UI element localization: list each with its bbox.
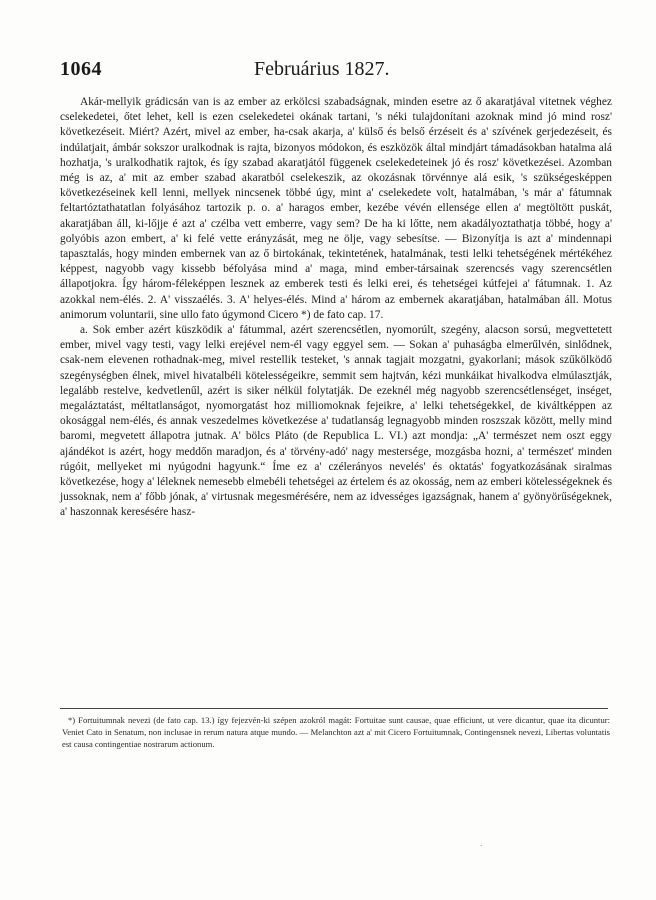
body-text <box>60 95 612 521</box>
footnote <box>62 714 610 751</box>
paragraph: Akár-mellyik grádicsán van is az ember az erkölcsi szabadságnak, minden esetre az ő akaratjával vitetnek véghez cselekedetei, őtet lehet, kell is ezen cselekedetei okának tartani, 's néki tulajdonítani azoknak mind jó mind rosz' következéseit. Miért? Azért, mivel az ember, ha-csak akarja, a' külső és belső érzéseit és a' szívének gerjedezéseit, és indúlatjait, ámbár sokszor uralkodnak is rajta, bizonyos módokon, és eszközök által mindjárt támadásokban hatalma alá hozhatja, 's uralkodhatik rajtok, és így szabad akaratjától függenek cselekedeteinek jó és rosz' következései. Azomban még is az, a' mit az ember szabad akaratból cselekeszik, az okozásnak törvénnye alá esik, 's szükségesképpen következéseinek kell lenni, mellyek nincsenek többé úgy, mint a' cselekedete volt, hatalmában, 's már a' fátumnak feltartóztathatatlan folyásához tartozik p. o. a' haragos ember, kezébe vévén ellensége ellen a' megtöltött puskát, akaratjában áll, ki-lőjje é azt a' czélba vett emberre, vagy sem? De ha ki lőtte, nem akadályoztathatja többé, hogy a' golyóbis azon embert, a' ki felé vette erányzását, meg ne ölje, vagy sebesítse. — Bizonyítja is azt a' mindennapi tapasztalás, hogy minden embernek van az ő birtokának, tekintetének, hatalmának, testi lelki tehetségének mértékéhez képpest, nagyobb vagy kissebb béfolyása mind a' maga, mind ember-társainak szerencsés vagy szerencsétlen állapotjokra. Így három-féleképpen lesznek az emberek testi és lelki erei, és tehetségei kútfejei a' fátumnak. 1. Az azokkal nem-élés. 2. A' visszaélés. 3. A' helyes-élés. Mind a' három az embernek akaratjában, hatalmában áll. Motus animorum voluntarii, sine ullo fato úgymond Cicero *) de fato cap. 17. <box>60 96 612 321</box>
footnote-text: *) Fortuitumnak nevezi (de fato cap. 13.) így fejezvén-ki szépen azokról magát: Fortuitae sunt causae, quae efficiunt, ut vere dicantur, quae ita dicuntur: Veniet Cato in Senatum, non inclusae in rerum natura atque mundo. — Melanchton azt a' mit Cicero Fortuitumnak, Contingensnek nevezi, Libertas voluntatis est causa contingentiae nostrarum actionum. <box>62 715 610 750</box>
paragraph: a. Sok ember azért küszködik a' fátummal, azért szerencsétlen, nyomorúlt, szegény, alacson sorsú, megvettetett ember, mivel vagy testi, vagy lelki erejével nem-él vagy eggyel sem. — Sokan a' puhaságba elmerűlvén, sinlődnek, csak-nem elevenen rothadnak-meg, mivel restellik testeket, 's annak tagjait mozgatni, gyakorlani; mások szűkölködő szegénységben élnek, mivel hivatalbéli kötelességeikre, semmit sem hajtván, kézi munkáikat hivalkodva elmúlasztják, legalább restelve, kedvetlenűl, azért is siker nélkül folytatják. De ezeknél még nagyobb szerencsétlenséget, inséget, megaláztatást, méltatlanságot, nyomorgatást hoz milliomoknak fejeikre, a' lelki tehetségekkel, de kiváltképpen az okosággal nem-élés, és annak veszedelmes következése a' tudatlanság legnagyobb minden roszszak között, melly mind baromi, megvetett állapotra jutnak. A' bölcs Pláto (de Republica L. VI.) azt mondja: „A' természet nem oszt eggy ajándékot is azért, hogy meddőn maradjon, és a' törvény-adó' nagy mestersége, mozgásba hozni, a' természet' minden rúgóit, mellyeket mi nyúgodni hagyunk.“ Íme ez a' czélerányos nevelés' és oktatás' fogyatkozásának siralmas következése, hogy a' léleknek nemesebb elmebéli tehetségei az értelem és az okosság, nem az emberi kötelességeknek és jussoknak, nem a' főbb jónak, a' virtusnak megesmérésére, nem az idvességes igazságnak, hanem a' gyönyörűségeknek, a' haszonnak keresésére hasz- <box>60 324 612 519</box>
page-header <box>60 58 620 88</box>
bottom-mark: · <box>480 842 483 850</box>
page-number: 1064 <box>60 58 102 80</box>
running-title: Februárius 1827. <box>254 58 390 80</box>
footnote-divider <box>60 708 608 709</box>
